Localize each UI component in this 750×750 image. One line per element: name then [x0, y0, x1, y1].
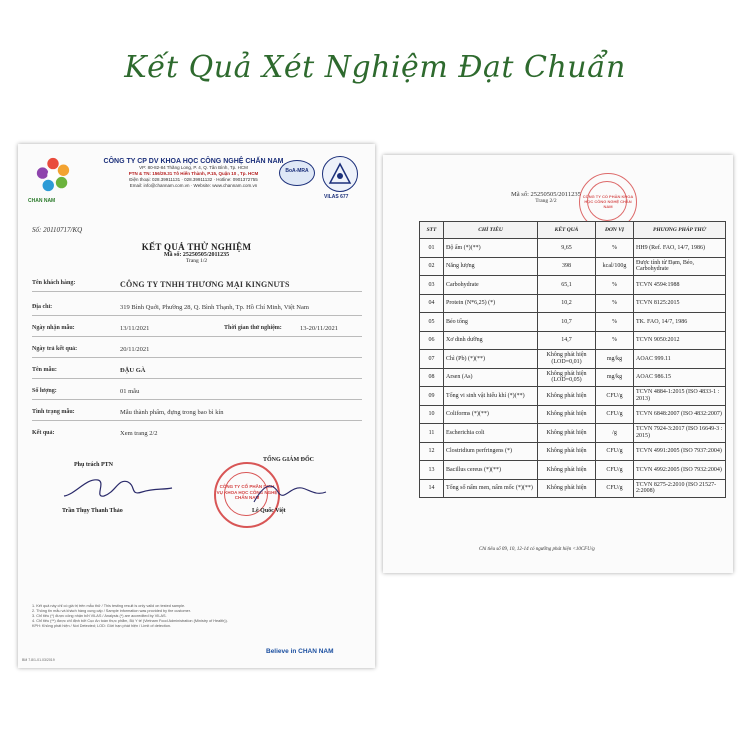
table-row [420, 350, 726, 369]
field-label: Ngày nhận mẫu: [32, 325, 75, 331]
cell-parameter: Arsen (As) [444, 368, 538, 387]
cell-stt: 14 [420, 479, 444, 498]
quantity-value: 01 mẫu [120, 388, 140, 395]
cell-parameter: Chì (Pb) (*)(**) [444, 350, 538, 369]
col-header: KẾT QUẢ [538, 222, 596, 239]
cell-unit: % [596, 239, 634, 258]
cell-parameter: Bacillus cereus (*)(**) [444, 461, 538, 480]
footer-brand: Believe in CHAN NAM [266, 648, 334, 655]
cell-result: Không phát hiện [538, 424, 596, 443]
col-header: ĐƠN VỊ [596, 222, 634, 239]
cell-result: 10,2 [538, 294, 596, 313]
table-row [420, 479, 726, 498]
field-label: Tên khách hàng: [32, 280, 76, 286]
col-header: CHỈ TIÊU [444, 222, 538, 239]
cell-result: Không phát hiện [538, 479, 596, 498]
condition-value: Mẫu thành phẩm, đựng trong bao bì kín [120, 409, 224, 416]
cell-method: TCVN 9050:2012 [634, 331, 726, 350]
cell-stt: 04 [420, 294, 444, 313]
result-date: 20/11/2021 [120, 346, 150, 353]
cell-method: TCVN 8125:2015 [634, 294, 726, 313]
cell-method: AOAC 986.15 [634, 368, 726, 387]
report-code: Mã số: 25250505/2011235 [511, 191, 581, 198]
chan-nam-logo-icon [34, 156, 72, 194]
stamp-text: CÔNG TY CỔ PHẦN KHOA HỌC CÔNG NGHỆ CHẤN NAM [582, 194, 634, 209]
cell-parameter: Coliforms (*)(**) [444, 405, 538, 424]
cell-method: TCVN 4884-1:2015 (ISO 4833-1 : 2013) [634, 387, 726, 406]
cell-parameter: Escherichia coli [444, 424, 538, 443]
table-row [420, 461, 726, 480]
field-label: Ngày trả kết quả: [32, 346, 78, 352]
received-date: 13/11/2021 [120, 325, 150, 332]
note-line: 3. Chỉ tiêu (*) được công nhận bởi VILAS / Analysis (*) are accredited by VILAS. [32, 614, 167, 618]
cell-stt: 01 [420, 239, 444, 258]
company-email: Email: info@channam.com.vn · Website: www.channam.com.vn [129, 183, 258, 188]
cell-result: Không phát hiện [538, 442, 596, 461]
field-label: Kết quả: [32, 430, 55, 436]
cell-stt: 06 [420, 331, 444, 350]
logo-caption: CHAN NAM [28, 198, 56, 204]
cell-result: Không phát hiện [538, 405, 596, 424]
result-value: Xem trang 2/2 [120, 430, 158, 437]
cell-stt: 03 [420, 276, 444, 295]
cell-unit: /g [596, 424, 634, 443]
cell-unit: % [596, 313, 634, 332]
table-row [420, 313, 726, 332]
table-row [420, 276, 726, 295]
page-headline: Kết Quả Xét Nghiệm Đạt Chuẩn [124, 50, 626, 85]
table-header-row [420, 222, 726, 239]
cell-parameter: Protein (N*6,25) (*) [444, 294, 538, 313]
footnotes [32, 604, 362, 629]
field-label: Thời gian thử nghiệm: [224, 325, 282, 331]
cell-result: 65,1 [538, 276, 596, 295]
test-period: 13-20/11/2021 [300, 325, 339, 332]
results-table [419, 221, 726, 498]
page-number: Trang 1/2 [185, 258, 208, 264]
col-header: STT [420, 222, 444, 239]
report-page-1 [18, 144, 375, 668]
cell-unit: % [596, 294, 634, 313]
field-label: Tình trạng mẫu: [32, 409, 75, 415]
cell-unit: CFU/g [596, 479, 634, 498]
cell-parameter: Xơ dinh dưỡng [444, 331, 538, 350]
field-label: Số lượng: [32, 388, 57, 394]
cell-parameter: Béo tổng [444, 313, 538, 332]
cell-stt: 09 [420, 387, 444, 406]
cell-stt: 10 [420, 405, 444, 424]
boa-mra-text: BoA-MRA [285, 168, 309, 174]
cell-parameter: Tổng vi sinh vật hiếu khí (*)(**) [444, 387, 538, 406]
vilas-caption: VILAS 677 [324, 194, 349, 200]
client-name: CÔNG TY TNHH THƯƠNG MẠI KINGNUTS [120, 280, 290, 289]
cell-unit: kcal/100g [596, 257, 634, 276]
cell-result: 10,7 [538, 313, 596, 332]
field-label: Địa chỉ: [32, 304, 53, 310]
cell-result: 398 [538, 257, 596, 276]
cell-stt: 11 [420, 424, 444, 443]
address-value: 319 Bình Quới, Phường 28, Q. Bình Thạnh, Tp. Hồ Chí Minh, Việt Nam [120, 304, 309, 311]
table-row [420, 239, 726, 258]
cell-unit: CFU/g [596, 461, 634, 480]
cell-result: 9,65 [538, 239, 596, 258]
cell-result: Không phát hiện [538, 461, 596, 480]
report-number: Số: 20110717/KQ [32, 226, 83, 234]
letterhead [24, 150, 369, 212]
report-title-block [18, 242, 375, 264]
lab-manager-name: Trần Thụy Thanh Thảo [62, 508, 123, 514]
cell-result: 14,7 [538, 331, 596, 350]
cell-method: TCVN 4991:2005 (ISO 7937:2004) [634, 442, 726, 461]
cell-parameter: Tổng số nấm men, nấm mốc (*)(**) [444, 479, 538, 498]
table-row [420, 424, 726, 443]
vilas-logo-icon [322, 156, 358, 192]
cell-parameter: Clostridium perfringens (*) [444, 442, 538, 461]
director-role: TỔNG GIÁM ĐỐC [263, 457, 314, 463]
table-row [420, 387, 726, 406]
cell-result: Không phát hiện (LOD=0,01) [538, 350, 596, 369]
note-line: 2. Thông tin mẫu và khách hàng cung cấp / Sample information was provided by the customer. [32, 609, 191, 613]
signature-icon [58, 470, 178, 504]
cell-method: TCVN 8275-2:2010 (ISO 21527-2:2008) [634, 479, 726, 498]
company-vp: VP: 80-82-84 Thăng Long, P. 4, Q. Tân Bình, Tp. HCM [139, 165, 248, 170]
cell-result: Không phát hiện [538, 387, 596, 406]
page-number: Trang 2/2 [535, 198, 557, 204]
cell-stt: 05 [420, 313, 444, 332]
table-row [420, 405, 726, 424]
table-row [420, 294, 726, 313]
cell-result: Không phát hiện (LOD=0,05) [538, 368, 596, 387]
company-phone: Điện thoại: 028.39911131 · 028.39911132 · Hotline: 0901372755 [129, 177, 258, 182]
director-name: Lê Quốc Việt [252, 508, 286, 514]
cell-parameter: Năng lượng [444, 257, 538, 276]
table-footnote: Chỉ tiêu số 09, 10, 12-14 có ngưỡng phát hiện <10CFU/g [479, 547, 595, 552]
col-header: PHƯƠNG PHÁP THỬ [634, 222, 726, 239]
cell-unit: mg/kg [596, 350, 634, 369]
cell-method: TK. FAO, 14/7, 1986 [634, 313, 726, 332]
cell-parameter: Độ ẩm (*)(**) [444, 239, 538, 258]
cell-unit: CFU/g [596, 405, 634, 424]
page2-header [511, 191, 581, 204]
boa-mra-logo-icon [279, 160, 315, 186]
director-signature-icon [250, 478, 330, 508]
cell-method: TCVN 7924-3:2017 (ISO 16649-3 : 2015) [634, 424, 726, 443]
note-line: KPH: Không phát hiện / Not Detected; LOD: Giới hạn phát hiện / Limit of detection. [32, 624, 172, 628]
company-ptn: PTN & TN: 156/29.31 Tô Hiến Thành, P.15, Quận 10 , Tp. HCM [128, 171, 259, 176]
cell-unit: CFU/g [596, 387, 634, 406]
cell-unit: % [596, 276, 634, 295]
cell-unit: CFU/g [596, 442, 634, 461]
note-line: 1. Kết quả này chỉ có giá trị trên mẫu thử / This testing result is only valid on tested sample. [32, 604, 186, 608]
company-name: CÔNG TY CP DV KHOA HỌC CÔNG NGHỆ CHẤN NAM [103, 158, 284, 165]
cell-method: Được tính từ Đạm, Béo, Carbohydrate [634, 257, 726, 276]
table-row [420, 331, 726, 350]
table-row [420, 368, 726, 387]
lab-manager-role: Phụ trách PTN [74, 462, 113, 468]
table-row [420, 442, 726, 461]
cell-stt: 13 [420, 461, 444, 480]
field-label: Tên mẫu: [32, 367, 57, 373]
cell-method: AOAC 999.11 [634, 350, 726, 369]
company-info [86, 158, 301, 189]
report-page-2 [383, 155, 733, 573]
cell-method: HH9 (Ref. FAO, 14/7, 1986) [634, 239, 726, 258]
cell-method: TCVN 4594:1988 [634, 276, 726, 295]
cell-unit: mg/kg [596, 368, 634, 387]
form-code: BM 7.8/1-01.03/2019 [22, 658, 55, 662]
cell-stt: 07 [420, 350, 444, 369]
cell-stt: 02 [420, 257, 444, 276]
report-code: Mã số: 25250505/2011235 [163, 252, 230, 258]
sample-name: ĐẬU GÀ [120, 367, 146, 374]
table-row [420, 257, 726, 276]
cell-unit: % [596, 331, 634, 350]
stamp-text: CÔNG TY CỔ PHẦN DỊCH VỤ KHOA HỌC CÔNG NGHỆ CHẤN NAM [216, 484, 278, 500]
cell-stt: 12 [420, 442, 444, 461]
cell-method: TCVN 4992:2005 (ISO 7932:2004) [634, 461, 726, 480]
report-title: KẾT QUẢ THỬ NGHIỆM [141, 242, 252, 252]
cell-method: TCVN 6848:2007 (ISO 4832:2007) [634, 405, 726, 424]
cell-parameter: Carbohydrate [444, 276, 538, 295]
note-line: 4. Chỉ tiêu (**) được chỉ định bởi Cục An toàn thực phẩm, Bộ Y tế (Vietnam Food Administration (Ministry of Health)). [32, 619, 228, 623]
cell-stt: 08 [420, 368, 444, 387]
